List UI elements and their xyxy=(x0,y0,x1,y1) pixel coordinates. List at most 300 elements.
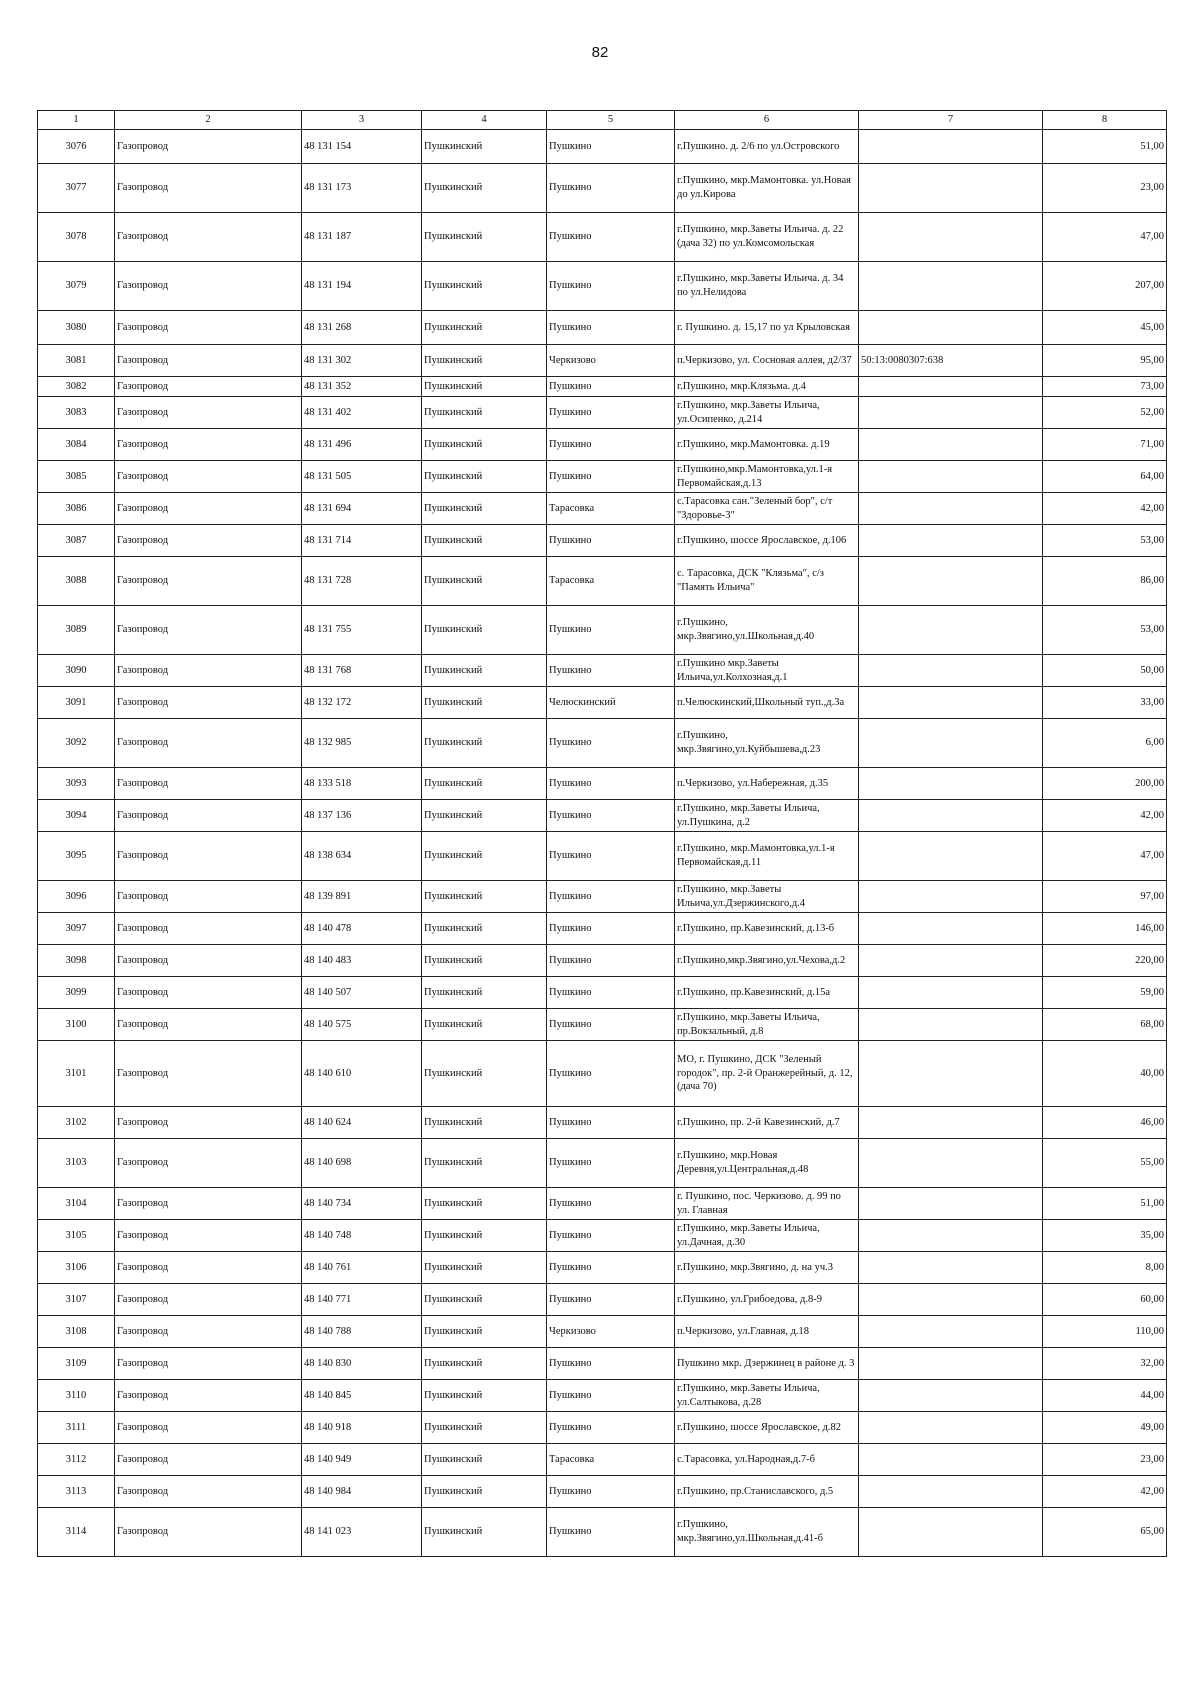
cell-district: Пушкинский xyxy=(422,1444,547,1476)
cell-cadastral-number xyxy=(859,493,1043,525)
cell-row-number: 3098 xyxy=(38,945,115,977)
cell-inventory-code: 48 140 949 xyxy=(302,1444,422,1476)
cell-length-value: 45,00 xyxy=(1043,311,1167,345)
cell-address: г.Пушкино, мкр.Звягино,ул.Школьная,д.40 xyxy=(675,606,859,655)
cell-object-name: Газопровод xyxy=(115,881,302,913)
cell-object-name: Газопровод xyxy=(115,977,302,1009)
cell-cadastral-number xyxy=(859,461,1043,493)
cell-district: Пушкинский xyxy=(422,945,547,977)
cell-cadastral-number xyxy=(859,1508,1043,1557)
cell-district: Пушкинский xyxy=(422,1107,547,1139)
cell-row-number: 3112 xyxy=(38,1444,115,1476)
cell-cadastral-number xyxy=(859,1009,1043,1041)
cell-district: Пушкинский xyxy=(422,606,547,655)
table-row xyxy=(38,1041,1167,1107)
cell-locality: Пушкино xyxy=(547,913,675,945)
table-row xyxy=(38,1139,1167,1188)
cell-address: п.Черкизово, ул.Главная, д.18 xyxy=(675,1316,859,1348)
cell-locality: Пушкино xyxy=(547,881,675,913)
cell-locality: Пушкино xyxy=(547,1139,675,1188)
table-row xyxy=(38,493,1167,525)
cell-address: г.Пушкино мкр.Заветы Ильича,ул.Колхозная,д.1 xyxy=(675,655,859,687)
cell-cadastral-number xyxy=(859,429,1043,461)
cell-district: Пушкинский xyxy=(422,1009,547,1041)
col-header-1: 1 xyxy=(38,111,115,130)
cell-address: г.Пушкино, пр.Станиславского, д.5 xyxy=(675,1476,859,1508)
cell-cadastral-number xyxy=(859,1380,1043,1412)
table-row xyxy=(38,525,1167,557)
table-row xyxy=(38,1412,1167,1444)
cell-cadastral-number xyxy=(859,687,1043,719)
cell-row-number: 3111 xyxy=(38,1412,115,1444)
cell-length-value: 23,00 xyxy=(1043,164,1167,213)
cell-district: Пушкинский xyxy=(422,1316,547,1348)
cell-object-name: Газопровод xyxy=(115,655,302,687)
table-row xyxy=(38,429,1167,461)
cell-district: Пушкинский xyxy=(422,719,547,768)
cell-length-value: 110,00 xyxy=(1043,1316,1167,1348)
cell-length-value: 64,00 xyxy=(1043,461,1167,493)
cell-address: г.Пушкино, ул.Грибоедова, д.8-9 xyxy=(675,1284,859,1316)
cell-object-name: Газопровод xyxy=(115,525,302,557)
cell-address: г.Пушкино, мкр.Мамонтовка. д.19 xyxy=(675,429,859,461)
cell-length-value: 97,00 xyxy=(1043,881,1167,913)
cell-length-value: 35,00 xyxy=(1043,1220,1167,1252)
cell-locality: Пушкино xyxy=(547,1220,675,1252)
cell-row-number: 3108 xyxy=(38,1316,115,1348)
cell-length-value: 47,00 xyxy=(1043,832,1167,881)
cell-cadastral-number xyxy=(859,311,1043,345)
cell-inventory-code: 48 131 496 xyxy=(302,429,422,461)
cell-length-value: 47,00 xyxy=(1043,213,1167,262)
cell-locality: Пушкино xyxy=(547,655,675,687)
cell-locality: Пушкино xyxy=(547,130,675,164)
cell-cadastral-number xyxy=(859,606,1043,655)
col-header-7: 7 xyxy=(859,111,1043,130)
cell-district: Пушкинский xyxy=(422,1348,547,1380)
cell-cadastral-number xyxy=(859,1139,1043,1188)
cell-object-name: Газопровод xyxy=(115,557,302,606)
cell-inventory-code: 48 140 788 xyxy=(302,1316,422,1348)
cell-inventory-code: 48 140 748 xyxy=(302,1220,422,1252)
cell-locality: Пушкино xyxy=(547,1188,675,1220)
cell-district: Пушкинский xyxy=(422,881,547,913)
cell-locality: Тарасовка xyxy=(547,1444,675,1476)
cell-cadastral-number xyxy=(859,881,1043,913)
cell-cadastral-number xyxy=(859,377,1043,397)
table-row xyxy=(38,1476,1167,1508)
cell-inventory-code: 48 140 984 xyxy=(302,1476,422,1508)
cell-address: г.Пушкино, мкр.Заветы Ильича. д. 22 (дача 32) по ул.Комсомольская xyxy=(675,213,859,262)
cell-length-value: 146,00 xyxy=(1043,913,1167,945)
cell-district: Пушкинский xyxy=(422,461,547,493)
cell-length-value: 51,00 xyxy=(1043,1188,1167,1220)
cell-row-number: 3089 xyxy=(38,606,115,655)
cell-cadastral-number xyxy=(859,655,1043,687)
cell-length-value: 40,00 xyxy=(1043,1041,1167,1107)
table-row xyxy=(38,1316,1167,1348)
cell-object-name: Газопровод xyxy=(115,213,302,262)
cell-object-name: Газопровод xyxy=(115,493,302,525)
cell-district: Пушкинский xyxy=(422,800,547,832)
cell-address: г.Пушкино, мкр.Заветы Ильича,ул.Дзержинского,д.4 xyxy=(675,881,859,913)
cell-locality: Пушкино xyxy=(547,1508,675,1557)
cell-inventory-code: 48 131 728 xyxy=(302,557,422,606)
table-row xyxy=(38,687,1167,719)
cell-inventory-code: 48 140 507 xyxy=(302,977,422,1009)
cell-row-number: 3110 xyxy=(38,1380,115,1412)
cell-inventory-code: 48 138 634 xyxy=(302,832,422,881)
cell-address: г.Пушкино, шоссе Ярославское, д.82 xyxy=(675,1412,859,1444)
table-row xyxy=(38,461,1167,493)
col-header-6: 6 xyxy=(675,111,859,130)
col-header-3: 3 xyxy=(302,111,422,130)
table-row xyxy=(38,311,1167,345)
table-row xyxy=(38,164,1167,213)
cell-district: Пушкинский xyxy=(422,1220,547,1252)
cell-object-name: Газопровод xyxy=(115,1476,302,1508)
cell-locality: Пушкино xyxy=(547,1380,675,1412)
cell-row-number: 3114 xyxy=(38,1508,115,1557)
cell-district: Пушкинский xyxy=(422,768,547,800)
cell-district: Пушкинский xyxy=(422,493,547,525)
cell-cadastral-number xyxy=(859,397,1043,429)
cell-object-name: Газопровод xyxy=(115,1252,302,1284)
cell-row-number: 3106 xyxy=(38,1252,115,1284)
cell-district: Пушкинский xyxy=(422,913,547,945)
cell-cadastral-number xyxy=(859,1041,1043,1107)
table-row xyxy=(38,1107,1167,1139)
col-header-5: 5 xyxy=(547,111,675,130)
cell-object-name: Газопровод xyxy=(115,913,302,945)
cell-locality: Пушкино xyxy=(547,800,675,832)
cell-cadastral-number xyxy=(859,1444,1043,1476)
table-row xyxy=(38,913,1167,945)
cell-inventory-code: 48 141 023 xyxy=(302,1508,422,1557)
cell-object-name: Газопровод xyxy=(115,429,302,461)
cell-object-name: Газопровод xyxy=(115,1107,302,1139)
cell-cadastral-number xyxy=(859,557,1043,606)
cell-district: Пушкинский xyxy=(422,311,547,345)
cell-address: п.Челюскинский,Школьный туп.,д.3а xyxy=(675,687,859,719)
table-row xyxy=(38,130,1167,164)
cell-address: г. Пушкино. д. 15,17 по ул Крыловская xyxy=(675,311,859,345)
table-row xyxy=(38,1284,1167,1316)
cell-object-name: Газопровод xyxy=(115,1412,302,1444)
cell-row-number: 3090 xyxy=(38,655,115,687)
cell-length-value: 52,00 xyxy=(1043,397,1167,429)
cell-row-number: 3081 xyxy=(38,345,115,377)
cell-cadastral-number xyxy=(859,1107,1043,1139)
cell-address: г.Пушкино, мкр.Новая Деревня,ул.Центральная,д.48 xyxy=(675,1139,859,1188)
cell-cadastral-number xyxy=(859,262,1043,311)
cell-row-number: 3107 xyxy=(38,1284,115,1316)
cell-locality: Пушкино xyxy=(547,377,675,397)
cell-row-number: 3085 xyxy=(38,461,115,493)
cell-address: г. Пушкино, пос. Черкизово. д. 99 по ул. Главная xyxy=(675,1188,859,1220)
cell-row-number: 3101 xyxy=(38,1041,115,1107)
table-row xyxy=(38,655,1167,687)
cell-cadastral-number xyxy=(859,213,1043,262)
cell-locality: Пушкино xyxy=(547,311,675,345)
cell-address: п.Черкизово, ул. Сосновая аллея, д2/37 xyxy=(675,345,859,377)
cell-district: Пушкинский xyxy=(422,832,547,881)
cell-object-name: Газопровод xyxy=(115,311,302,345)
cell-locality: Пушкино xyxy=(547,397,675,429)
cell-district: Пушкинский xyxy=(422,213,547,262)
cell-address: с. Тарасовка, ДСК "Клязьма", с/з "Память Ильича" xyxy=(675,557,859,606)
table-body xyxy=(38,130,1167,1557)
cell-inventory-code: 48 131 352 xyxy=(302,377,422,397)
table-row xyxy=(38,977,1167,1009)
cell-district: Пушкинский xyxy=(422,1284,547,1316)
cell-cadastral-number xyxy=(859,1316,1043,1348)
cell-object-name: Газопровод xyxy=(115,832,302,881)
cell-row-number: 3091 xyxy=(38,687,115,719)
cell-address: г.Пушкино, мкр.Заветы Ильича, ул.Пушкина, д.2 xyxy=(675,800,859,832)
cell-address: г.Пушкино, мкр.Звягино, д. на уч.3 xyxy=(675,1252,859,1284)
cell-cadastral-number xyxy=(859,945,1043,977)
cell-locality: Пушкино xyxy=(547,1412,675,1444)
cell-inventory-code: 48 140 761 xyxy=(302,1252,422,1284)
cell-row-number: 3084 xyxy=(38,429,115,461)
cell-district: Пушкинский xyxy=(422,1041,547,1107)
cell-locality: Пушкино xyxy=(547,606,675,655)
cell-length-value: 23,00 xyxy=(1043,1444,1167,1476)
cell-row-number: 3080 xyxy=(38,311,115,345)
cell-object-name: Газопровод xyxy=(115,1220,302,1252)
register-table xyxy=(37,110,1167,1557)
table-row xyxy=(38,719,1167,768)
cell-length-value: 44,00 xyxy=(1043,1380,1167,1412)
cell-row-number: 3103 xyxy=(38,1139,115,1188)
cell-locality: Пушкино xyxy=(547,1348,675,1380)
cell-length-value: 46,00 xyxy=(1043,1107,1167,1139)
cell-inventory-code: 48 140 734 xyxy=(302,1188,422,1220)
table-row xyxy=(38,945,1167,977)
cell-address: г.Пушкино, пр. 2-й Кавезинский, д.7 xyxy=(675,1107,859,1139)
cell-address: г.Пушкино, шоссе Ярославское, д.106 xyxy=(675,525,859,557)
cell-address: с.Тарасовка, ул.Народная,д.7-б xyxy=(675,1444,859,1476)
cell-locality: Пушкино xyxy=(547,945,675,977)
cell-inventory-code: 48 140 830 xyxy=(302,1348,422,1380)
cell-object-name: Газопровод xyxy=(115,1188,302,1220)
cell-object-name: Газопровод xyxy=(115,345,302,377)
cell-object-name: Газопровод xyxy=(115,1348,302,1380)
cell-inventory-code: 48 133 518 xyxy=(302,768,422,800)
cell-locality: Пушкино xyxy=(547,1009,675,1041)
cell-cadastral-number xyxy=(859,832,1043,881)
cell-object-name: Газопровод xyxy=(115,377,302,397)
cell-object-name: Газопровод xyxy=(115,800,302,832)
cell-cadastral-number xyxy=(859,1412,1043,1444)
cell-inventory-code: 48 131 755 xyxy=(302,606,422,655)
table-row xyxy=(38,1444,1167,1476)
cell-cadastral-number xyxy=(859,130,1043,164)
cell-inventory-code: 48 140 771 xyxy=(302,1284,422,1316)
cell-inventory-code: 48 131 302 xyxy=(302,345,422,377)
cell-district: Пушкинский xyxy=(422,655,547,687)
cell-locality: Тарасовка xyxy=(547,493,675,525)
cell-district: Пушкинский xyxy=(422,977,547,1009)
table-row xyxy=(38,377,1167,397)
cell-length-value: 59,00 xyxy=(1043,977,1167,1009)
cell-locality: Пушкино xyxy=(547,1476,675,1508)
cell-district: Пушкинский xyxy=(422,1252,547,1284)
cell-inventory-code: 48 137 136 xyxy=(302,800,422,832)
cell-cadastral-number xyxy=(859,1188,1043,1220)
cell-district: Пушкинский xyxy=(422,1188,547,1220)
cell-cadastral-number xyxy=(859,164,1043,213)
cell-row-number: 3096 xyxy=(38,881,115,913)
cell-address: г.Пушкино,мкр.Мамонтовка,ул.1-я Первомайская,д.13 xyxy=(675,461,859,493)
cell-length-value: 95,00 xyxy=(1043,345,1167,377)
table-row xyxy=(38,881,1167,913)
cell-object-name: Газопровод xyxy=(115,130,302,164)
cell-inventory-code: 48 139 891 xyxy=(302,881,422,913)
cell-row-number: 3083 xyxy=(38,397,115,429)
cell-locality: Пушкино xyxy=(547,1107,675,1139)
table-row xyxy=(38,1348,1167,1380)
table-row xyxy=(38,1009,1167,1041)
cell-cadastral-number xyxy=(859,719,1043,768)
cell-inventory-code: 48 140 918 xyxy=(302,1412,422,1444)
cell-inventory-code: 48 140 610 xyxy=(302,1041,422,1107)
cell-row-number: 3086 xyxy=(38,493,115,525)
cell-district: Пушкинский xyxy=(422,1139,547,1188)
cell-cadastral-number xyxy=(859,768,1043,800)
cell-address: г.Пушкино, мкр.Заветы Ильича, ул.Салтыкова, д.28 xyxy=(675,1380,859,1412)
cell-object-name: Газопровод xyxy=(115,687,302,719)
header-row xyxy=(38,111,1167,130)
cell-address: г.Пушкино, мкр.Клязьма. д.4 xyxy=(675,377,859,397)
cell-locality: Пушкино xyxy=(547,1252,675,1284)
cell-length-value: 53,00 xyxy=(1043,525,1167,557)
cell-object-name: Газопровод xyxy=(115,945,302,977)
cell-length-value: 60,00 xyxy=(1043,1284,1167,1316)
table-row xyxy=(38,262,1167,311)
cell-cadastral-number xyxy=(859,977,1043,1009)
cell-district: Пушкинский xyxy=(422,687,547,719)
cell-address: г.Пушкино, пр.Кавезинский, д.15а xyxy=(675,977,859,1009)
cell-inventory-code: 48 131 694 xyxy=(302,493,422,525)
cell-address: с.Тарасовка сан."Зеленый бор", с/т "Здоровье-3" xyxy=(675,493,859,525)
cell-inventory-code: 48 131 505 xyxy=(302,461,422,493)
cell-length-value: 73,00 xyxy=(1043,377,1167,397)
cell-length-value: 8,00 xyxy=(1043,1252,1167,1284)
cell-inventory-code: 48 131 173 xyxy=(302,164,422,213)
cell-inventory-code: 48 131 268 xyxy=(302,311,422,345)
cell-address: г.Пушкино,мкр.Звягино,ул.Чехова,д.2 xyxy=(675,945,859,977)
cell-address: п.Черкизово, ул.Набережная, д.35 xyxy=(675,768,859,800)
cell-inventory-code: 48 131 187 xyxy=(302,213,422,262)
cell-length-value: 55,00 xyxy=(1043,1139,1167,1188)
cell-district: Пушкинский xyxy=(422,397,547,429)
table-row xyxy=(38,1380,1167,1412)
cell-inventory-code: 48 132 172 xyxy=(302,687,422,719)
cell-address: МО, г. Пушкино, ДСК "Зеленый городок", пр. 2-й Оранжерейный, д. 12, (дача 70) xyxy=(675,1041,859,1107)
cell-row-number: 3079 xyxy=(38,262,115,311)
table-row xyxy=(38,1252,1167,1284)
cell-object-name: Газопровод xyxy=(115,1139,302,1188)
cell-district: Пушкинский xyxy=(422,525,547,557)
cell-address: г.Пушкино, мкр.Звягино,ул.Куйбышева,д.23 xyxy=(675,719,859,768)
cell-row-number: 3078 xyxy=(38,213,115,262)
cell-row-number: 3076 xyxy=(38,130,115,164)
cell-length-value: 42,00 xyxy=(1043,493,1167,525)
cell-row-number: 3093 xyxy=(38,768,115,800)
cell-length-value: 207,00 xyxy=(1043,262,1167,311)
cell-row-number: 3082 xyxy=(38,377,115,397)
cell-locality: Пушкино xyxy=(547,262,675,311)
cell-cadastral-number xyxy=(859,913,1043,945)
cell-cadastral-number: 50:13:0080307:638 xyxy=(859,345,1043,377)
cell-cadastral-number xyxy=(859,525,1043,557)
col-header-2: 2 xyxy=(115,111,302,130)
cell-locality: Пушкино xyxy=(547,461,675,493)
table-row xyxy=(38,800,1167,832)
table-row xyxy=(38,1220,1167,1252)
cell-inventory-code: 48 140 845 xyxy=(302,1380,422,1412)
cell-inventory-code: 48 140 698 xyxy=(302,1139,422,1188)
cell-inventory-code: 48 131 714 xyxy=(302,525,422,557)
cell-locality: Челюскинский xyxy=(547,687,675,719)
cell-object-name: Газопровод xyxy=(115,397,302,429)
cell-inventory-code: 48 131 768 xyxy=(302,655,422,687)
cell-length-value: 53,00 xyxy=(1043,606,1167,655)
cell-row-number: 3092 xyxy=(38,719,115,768)
cell-district: Пушкинский xyxy=(422,429,547,461)
table-row xyxy=(38,345,1167,377)
table-row xyxy=(38,1188,1167,1220)
cell-locality: Черкизово xyxy=(547,1316,675,1348)
cell-locality: Пушкино xyxy=(547,1284,675,1316)
cell-object-name: Газопровод xyxy=(115,1444,302,1476)
cell-length-value: 220,00 xyxy=(1043,945,1167,977)
cell-row-number: 3099 xyxy=(38,977,115,1009)
cell-district: Пушкинский xyxy=(422,377,547,397)
cell-object-name: Газопровод xyxy=(115,461,302,493)
cell-address: г.Пушкино, пр.Кавезинский, д.13-б xyxy=(675,913,859,945)
cell-locality: Пушкино xyxy=(547,977,675,1009)
cell-inventory-code: 48 140 575 xyxy=(302,1009,422,1041)
cell-cadastral-number xyxy=(859,1220,1043,1252)
cell-object-name: Газопровод xyxy=(115,262,302,311)
cell-row-number: 3104 xyxy=(38,1188,115,1220)
cell-row-number: 3097 xyxy=(38,913,115,945)
cell-object-name: Газопровод xyxy=(115,768,302,800)
cell-cadastral-number xyxy=(859,1476,1043,1508)
cell-locality: Пушкино xyxy=(547,525,675,557)
cell-object-name: Газопровод xyxy=(115,1380,302,1412)
cell-length-value: 86,00 xyxy=(1043,557,1167,606)
cell-address: г.Пушкино, мкр.Мамонтовка. ул.Новая до ул.Кирова xyxy=(675,164,859,213)
col-header-8: 8 xyxy=(1043,111,1167,130)
cell-address: г.Пушкино. д. 2/6 по ул.Островского xyxy=(675,130,859,164)
cell-inventory-code: 48 132 985 xyxy=(302,719,422,768)
cell-row-number: 3100 xyxy=(38,1009,115,1041)
cell-address: г.Пушкино, мкр.Заветы Ильича. д. 34 по ул.Нелидова xyxy=(675,262,859,311)
cell-address: Пушкино мкр. Дзержинец в районе д. 3 xyxy=(675,1348,859,1380)
cell-length-value: 71,00 xyxy=(1043,429,1167,461)
cell-object-name: Газопровод xyxy=(115,1284,302,1316)
cell-cadastral-number xyxy=(859,1284,1043,1316)
cell-district: Пушкинский xyxy=(422,557,547,606)
cell-district: Пушкинский xyxy=(422,345,547,377)
table-row xyxy=(38,213,1167,262)
cell-locality: Пушкино xyxy=(547,832,675,881)
cell-address: г.Пушкино, мкр.Звягино,ул.Школьная,д.41-б xyxy=(675,1508,859,1557)
